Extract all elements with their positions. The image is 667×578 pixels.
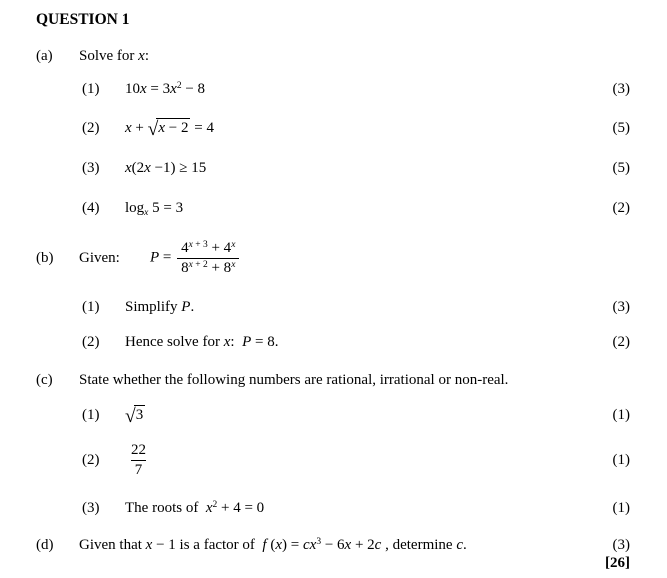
item-c1: [36, 403, 630, 427]
item-number: (1): [82, 299, 100, 315]
marks-badge: (3): [612, 81, 630, 97]
item-number: (2): [82, 452, 100, 468]
fraction: $\frac{22}{7}$: [131, 441, 146, 478]
part-b-header: [36, 234, 630, 282]
item-number: (3): [82, 160, 100, 176]
math-expression: x(2x −1) ≥ 15: [125, 160, 207, 176]
marks-badge: (5): [612, 160, 630, 176]
part-label-a: (a): [36, 48, 53, 64]
item-number: (4): [82, 200, 100, 216]
part-a-header: [36, 46, 630, 66]
math-expression: P = $\frac{4^{x + 3} + 4^x}{8^{x + 2} + 8^x}$: [150, 240, 630, 277]
marks-badge: (2): [612, 200, 630, 216]
marks-badge: (5): [612, 120, 630, 136]
item-a1: [36, 79, 630, 99]
marks-badge: (2): [612, 334, 630, 350]
marks-badge: (3): [612, 299, 630, 315]
marks-badge: (3): [612, 537, 630, 553]
part-d-row: [36, 535, 630, 555]
part-a-intro: Solve for x:: [79, 48, 150, 64]
math-expression: x + √x − 2 = 4: [125, 118, 214, 140]
radical-glyph: √: [125, 405, 136, 427]
fraction: $\frac{4^{x + 3} + 4^x}{8^{x + 2} + 8^x}$: [177, 240, 239, 277]
math-expression: $10x = 3x^2 - 8$: [125, 81, 206, 97]
item-a2: [36, 115, 630, 141]
part-label-c: (c): [36, 372, 53, 388]
marks-badge: (1): [612, 407, 630, 423]
math-expression: Hence solve for x: P = 8.: [125, 334, 279, 350]
item-number: (1): [82, 407, 100, 423]
part-c-header: [36, 370, 630, 390]
math-expression: [125, 442, 613, 479]
item-c2: [36, 441, 630, 479]
radical: √3: [125, 405, 144, 427]
item-a3: [36, 158, 630, 178]
question-title: QUESTION 1: [36, 10, 130, 28]
part-label-d: (d): [36, 537, 54, 553]
part-b-given-label: Given:: [79, 250, 120, 266]
total-marks-row: [36, 554, 630, 572]
part-c-intro: State whether the following numbers are rational, irrational or non-real.: [79, 372, 509, 388]
item-a4: [36, 197, 630, 219]
marks-badge: (1): [612, 500, 630, 516]
math-expression: The roots of $x^2 + 4 = 0$: [125, 500, 265, 516]
item-c3: [36, 498, 630, 518]
radical-glyph: √: [147, 118, 159, 140]
total-marks: [26]: [605, 555, 630, 571]
item-b2: [36, 332, 630, 352]
question-title-row: [36, 10, 630, 30]
marks-badge: (1): [612, 452, 630, 468]
part-label-b: (b): [36, 250, 54, 266]
math-expression: $\log_x 5 = 3$: [125, 200, 184, 219]
item-number: (3): [82, 500, 100, 516]
math-expression: [125, 405, 613, 426]
item-number: (2): [82, 120, 100, 136]
item-b1: [36, 297, 630, 317]
math-expression: Simplify P.: [125, 299, 195, 315]
item-number: (2): [82, 334, 100, 350]
radical: √x − 2: [147, 118, 189, 140]
item-number: (1): [82, 81, 100, 97]
math-expression: Given that x − 1 is a factor of f $(x) = cx^3 - 6x + 2c$ , determine c.: [79, 537, 467, 553]
